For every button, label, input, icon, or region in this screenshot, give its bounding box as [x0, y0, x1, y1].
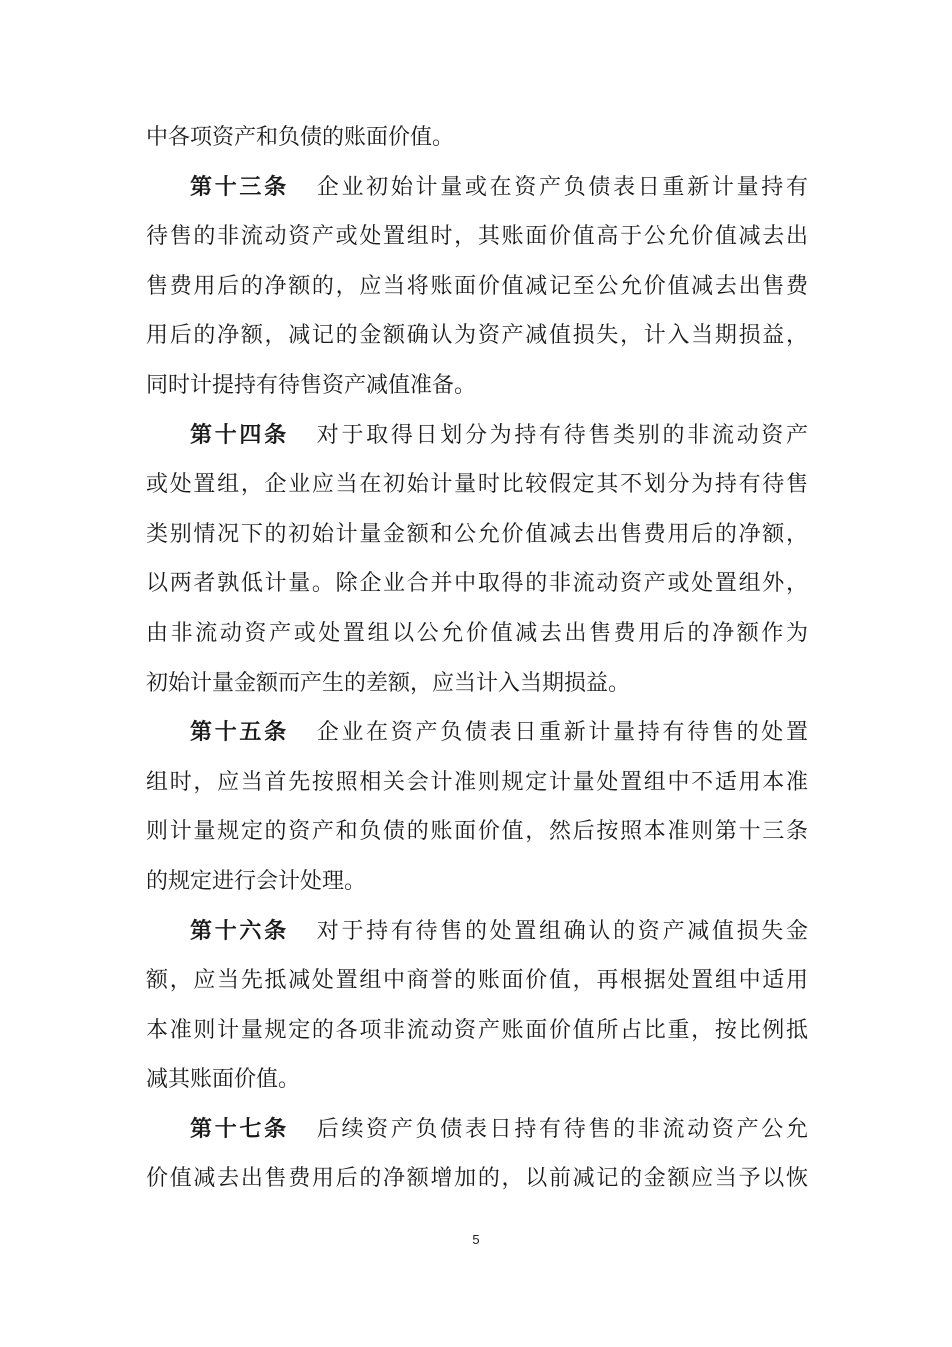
text-line: 第十三条 企业初始计量或在资产负债表日重新计量持有	[190, 174, 808, 200]
article-heading: 第十五条	[190, 720, 289, 746]
text-line: 类别情况下的初始计量金额和公允价值减去出售费用后的净额，	[146, 521, 808, 547]
text-line: 以两者孰低计量。除企业合并中取得的非流动资产或处置组外，	[146, 571, 808, 597]
text-line: 用后的净额，减记的金额确认为资产减值损失，计入当期损益，	[146, 323, 808, 349]
text-line: 则计量规定的资产和负债的账面价值，然后按照本准则第十三条	[146, 819, 808, 845]
article-heading: 第十四条	[190, 422, 289, 448]
text-line: 额，应当先抵减处置组中商誉的账面价值，再根据处置组中适用	[146, 968, 808, 994]
text-line: 的规定进行会计处理。	[146, 868, 367, 894]
text-line: 组时，应当首先按照相关会计准则规定计量处置组中不适用本准	[146, 769, 808, 795]
text-line: 售费用后的净额的，应当将账面价值减记至公允价值减去出售费	[146, 273, 808, 299]
text-line: 本准则计量规定的各项非流动资产账面价值所占比重，按比例抵	[146, 1017, 808, 1043]
article-heading: 第十三条	[190, 174, 289, 200]
article-heading: 第十七条	[190, 1116, 289, 1142]
page-number: 5	[472, 1232, 480, 1247]
text-line: 同时计提持有待售资产减值准备。	[146, 372, 477, 398]
document-body	[146, 113, 808, 1204]
text-line: 价值减去出售费用后的净额增加的，以前减记的金额应当予以恢	[146, 1166, 808, 1192]
text-line: 由非流动资产或处置组以公允价值减去出售费用后的净额作为	[146, 620, 808, 646]
text-line: 减其账面价值。	[146, 1067, 301, 1093]
text-line: 第十五条 企业在资产负债表日重新计量持有待售的处置	[190, 720, 808, 746]
text-line: 或处置组，企业应当在初始计量时比较假定其不划分为持有待售	[146, 472, 808, 498]
text-line: 初始计量金额而产生的差额，应当计入当期损益。	[146, 670, 631, 696]
text-line: 第十七条 后续资产负债表日持有待售的非流动资产公允	[190, 1116, 808, 1142]
article-heading: 第十六条	[190, 918, 289, 944]
text-line: 待售的非流动资产或处置组时，其账面价值高于公允价值减去出	[146, 224, 808, 250]
text-line: 第十六条 对于持有待售的处置组确认的资产减值损失金	[190, 918, 808, 944]
text-line: 第十四条 对于取得日划分为持有待售类别的非流动资产	[190, 422, 808, 448]
text-line: 中各项资产和负债的账面价值。	[146, 125, 455, 150]
